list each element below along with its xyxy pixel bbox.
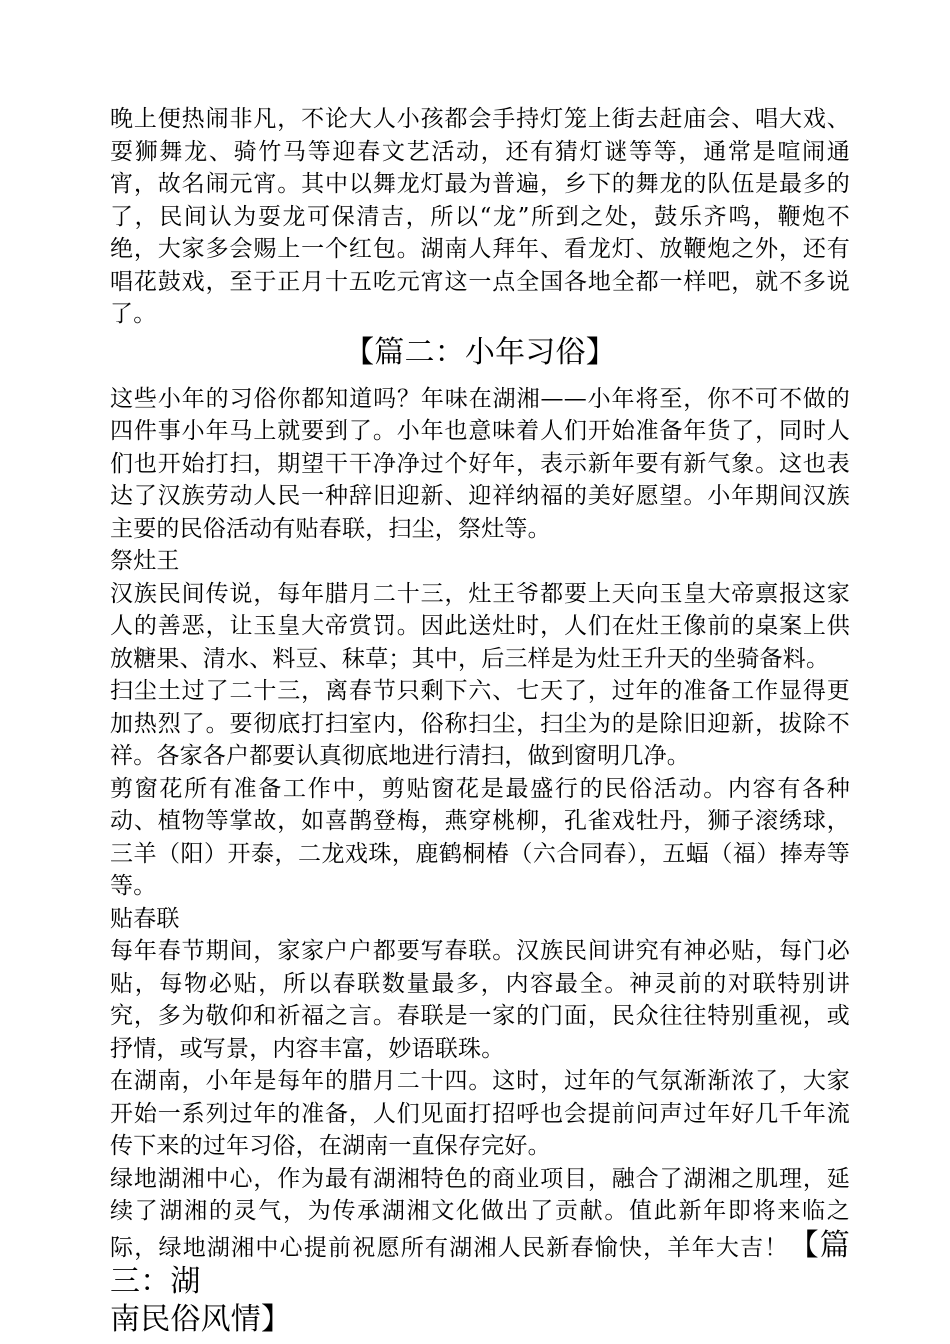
section-heading-2: 【篇二：小年习俗】 [344, 334, 616, 370]
document-page [110, 103, 850, 1339]
section2-intro-paragraph: 这些小年的习俗你都知道吗？年味在湖湘——小年将至，你不可不做的四件事小年马上就要到了。小年也意味着人们开始准备年货了，同时人们也开始打扫，期望干干净净过个好年，表示新年要有新气象。这也表达了汉族劳动人民一种辞旧迎新、迎祥纳福的美好愿望。小年期间汉族主要的民俗活动有贴春联，扫尘，祭灶等。 [110, 385, 850, 542]
intro-paragraph: 晚上便热闹非凡，不论大人小孩都会手持灯笼上街去赶庙会、唱大戏、耍狮舞龙、骑竹马等迎春文艺活动，还有猜灯谜等等，通常是喧闹通宵，故名闹元宵。其中以舞龙灯最为普遍，乡下的舞龙的队伍是最多的了，民间认为耍龙可保清吉，所以“龙”所到之处，鼓乐齐鸣，鞭炮不绝，大家多会赐上一个红包。湖南人拜年、看龙灯、放鞭炮之外，还有唱花鼓戏，至于正月十五吃元宵这一点全国各地全都一样吧，就不多说了。 [110, 106, 850, 327]
hunan-paragraph: 在湖南，小年是每年的腊月二十四。这时，过年的气氛渐渐浓了，大家开始一系列过年的准备，人们见面打招呼也会提前问声过年好几千年流传下来的过年习俗，在湖南一直保存完好。 [110, 1068, 850, 1159]
chunlian-paragraph: 每年春节期间，家家户户都要写春联。汉族民间讲究有神必贴，每门必贴，每物必贴，所以春联数量最多，内容最全。神灵前的对联特别讲究，多为敬仰和祈福之言。春联是一家的门面，民众往往特别重视，或抒情，或写景，内容丰富，妙语联珠。 [110, 938, 850, 1062]
section-heading-3-part1: 【篇三：湖 [110, 1227, 850, 1299]
zaowang-title: 祭灶王 [110, 548, 180, 574]
saochen-paragraph: 扫尘土过了二十三，离春节只剩下六、七天了，过年的准备工作显得更加热烈了。要彻底打扫室内，俗称扫尘，扫尘为的是除旧迎新，拔除不祥。各家各户都要认真彻底地进行清扫，做到窗明几净。 [110, 678, 850, 769]
chuanghua-paragraph: 剪窗花所有准备工作中，剪贴窗花是最盛行的民俗活动。内容有各种动、植物等掌故，如喜鹊登梅，燕穿桃柳，孔雀戏牡丹，狮子滚绣球，三羊（阳）开泰，二龙戏珠，鹿鹤桐椿（六合同春），五蝠（福）捧寿等等。 [110, 775, 850, 899]
section-heading-3-part2: 南民俗风情】 [110, 1301, 292, 1337]
chunlian-title: 贴春联 [110, 905, 180, 932]
lvdi-paragraph [110, 1163, 850, 1301]
lvdi-text: 绿地湖湘中心，作为最有湖湘特色的商业项目，融合了湖湘之肌理，延续了湖湘的灵气，为传承湖湘文化做出了贡献。值此新年即将来临之际，绿地湖湘中心提前祝愿所有湖湘人民新春愉快，羊年大吉！ [110, 1165, 850, 1261]
zaowang-paragraph: 汉族民间传说，每年腊月二十三，灶王爷都要上天向玉皇大帝禀报这家人的善恶，让玉皇大帝赏罚。因此送灶时，人们在灶王像前的桌案上供放糖果、清水、料豆、秣草；其中，后三样是为灶王升天的坐骑备料。 [110, 580, 850, 672]
